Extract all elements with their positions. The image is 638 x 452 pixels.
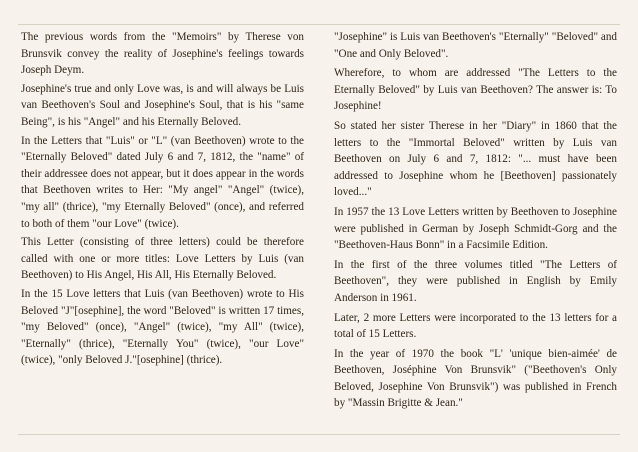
paragraph: This Letter (consisting of three letters) could be therefore called with one or more titles: Love Letters by Luis (van Beethoven) to His Angel, His All, His Eternally Beloved. <box>21 236 304 282</box>
paragraph: Wherefore, to whom are addressed "The Letters to the Eternally Beloved" by Luis van Beethoven? The answer is: To Josephine! <box>334 67 617 113</box>
paragraph: So stated her sister Therese in her "Diary" in 1860 that the letters to the "Immortal Beloved" written by Luis van Beethoven on July 6 and 7, 1812: "... must have been addressed to Josephine whom he [Beethoven] passionately loved..." <box>334 119 617 199</box>
paragraph: In the Letters that "Luis" or "L" (van Beethoven) wrote to the "Eternally Beloved" dated July 6 and 7, 1812, the "name" of their addressee does not appear, but it does appear in the words that Beethoven writes to Her: "My angel" "Angel" (twice), "my all" (thrice), "my Eternally Beloved" (once), and referred to both of them "our Love" (twice). <box>21 134 304 230</box>
paragraph: Later, 2 more Letters were incorporated to the 13 letters for a total of 15 Letters. <box>334 311 617 341</box>
paragraph: "Josephine" is Luis van Beethoven's "Eternally" "Beloved" and "One and Only Beloved". <box>334 31 617 60</box>
paragraph: In the 15 Love letters that Luis (van Beethoven) wrote to His Beloved "J"[osephine], the word "Beloved" is written 17 times, "my Beloved" (once), "Angel" (twice), "my All" (twice), "Eternally" (thrice), "Eternally You" (twice), "our Love" (twice), "only Beloved J."[osephine] (thrice). <box>21 287 304 367</box>
left-column <box>21 29 304 371</box>
paragraph: In 1957 the 13 Love Letters written by Beethoven to Josephine were published in German by Joseph Schmidt-Gorg and the "Beethoven-Haus Bonn" in a Facsimile Edition. <box>334 205 617 252</box>
paragraph: In the year of 1970 the book "L' 'unique bien-aimée' de Beethoven, Joséphine Von Brunsvik" ("Beethoven's Only Beloved, Josephine Von Brunsvik") was published in French by "Massin Brigitte & Jean." <box>334 347 617 410</box>
bottom-divider <box>18 434 620 435</box>
right-column <box>334 29 617 415</box>
paragraph: Josephine's true and only Love was, is and will always be Luis van Beethoven's Soul and Josephine's Soul, that is his "same Being", is his "Angel" and his Eternally Beloved. <box>21 82 304 128</box>
paragraph: In the first of the three volumes titled "The Letters of Beethoven", they were published in English by Emily Anderson in 1961. <box>334 258 617 304</box>
top-divider <box>18 24 620 25</box>
paragraph: The previous words from the "Memoirs" by Therese von Brunsvik convey the reality of Josephine's feelings towards Joseph Deym. <box>21 31 304 77</box>
